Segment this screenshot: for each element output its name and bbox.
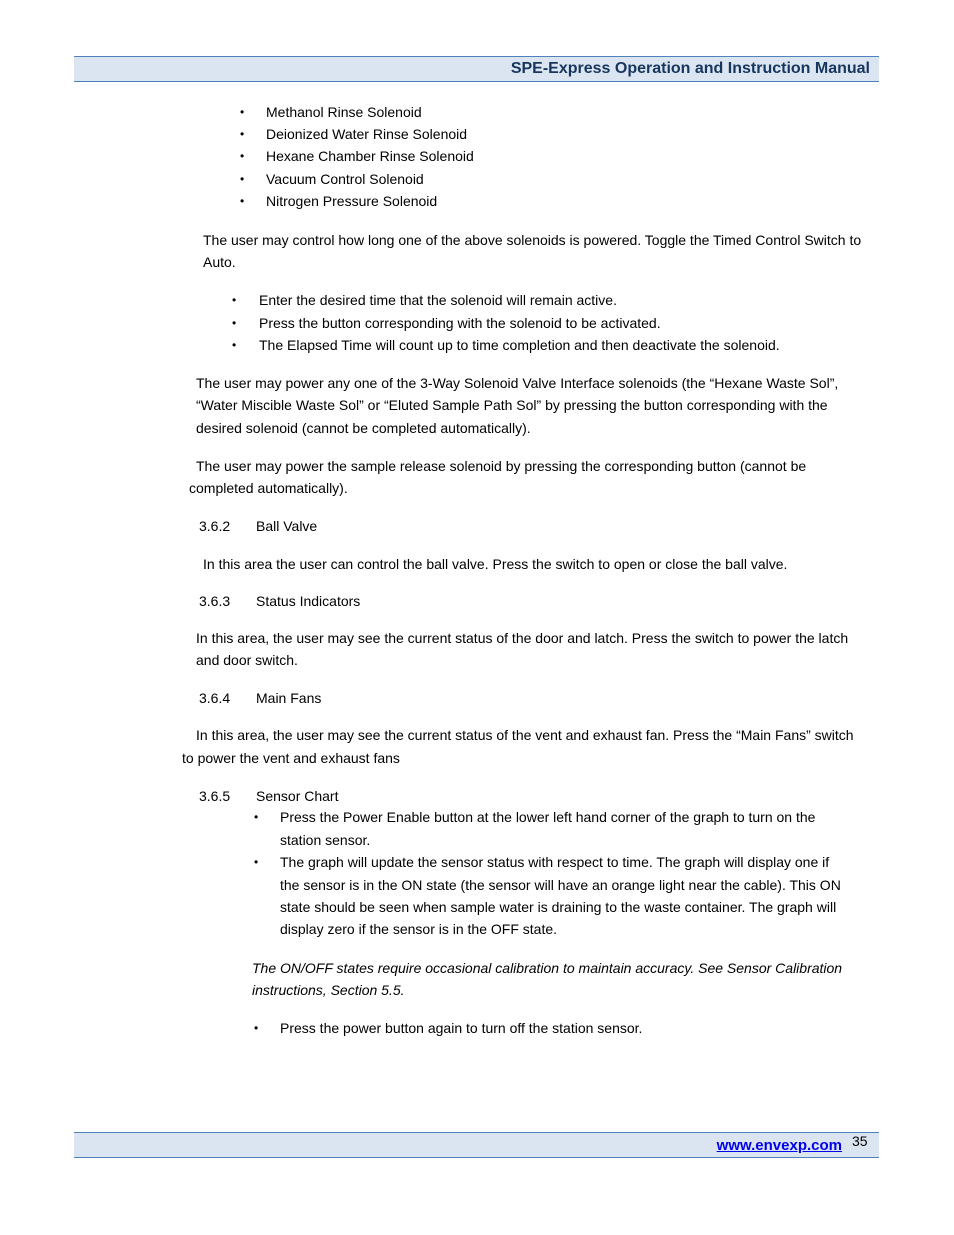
list-item: The graph will update the sensor status with respect to time. The graph will display one if [280,854,830,870]
bullet-icon: • [254,810,259,824]
list-item: Deionized Water Rinse Solenoid [266,126,468,142]
list-item-continuation: state should be seen when sample water is draining to the waste container. The graph will [280,899,837,915]
bullet-icon: • [232,316,237,330]
list-item-continuation: the sensor is in the ON state (the sensor will have an orange light near the cable). This ON [280,877,841,893]
bullet-icon: • [240,149,245,163]
website-link[interactable]: www.envexp.com [716,1137,842,1154]
section-number: 3.6.4 [199,690,231,706]
section-heading: Sensor Chart [256,788,339,804]
bullet-icon: • [240,194,245,208]
bullet-icon: • [232,338,237,352]
bullet-icon: • [240,105,245,119]
paragraph-line: In this area the user can control the ball valve. Press the switch to open or close the ball valve. [203,556,788,572]
paragraph-line: “Water Miscible Waste Sol” or “Eluted Sample Path Sol” by pressing the button corresponding with the [196,397,828,413]
paragraph-line: In this area, the user may see the current status of the door and latch. Press the switch to power the latch [196,630,849,646]
bullet-icon: • [254,1021,259,1035]
bullet-icon: • [232,293,237,307]
bullet-icon: • [240,127,245,141]
paragraph-line: The user may power the sample release solenoid by pressing the corresponding button (cannot be [196,458,807,474]
paragraph-line: The user may power any one of the 3-Way Solenoid Valve Interface solenoids (the “Hexane Waste Sol”, [196,375,839,391]
paragraph-line: completed automatically). [189,480,348,496]
section-number: 3.6.3 [199,593,231,609]
note-line: The ON/OFF states require occasional calibration to maintain accuracy. See Sensor Calibration [252,960,843,976]
paragraph-line: The user may control how long one of the above solenoids is powered. Toggle the Timed Control Switch to [203,232,862,248]
list-item-continuation: display zero if the sensor is in the OFF state. [280,921,558,937]
section-number: 3.6.5 [199,788,231,804]
note-line: instructions, Section 5.5. [252,982,405,998]
section-heading: Ball Valve [256,518,318,534]
paragraph-line: desired solenoid (cannot be completed automatically). [196,420,531,436]
list-item: Press the button corresponding with the solenoid to be activated. [259,315,661,331]
page-number: 35 [852,1133,868,1149]
section-heading: Status Indicators [256,593,361,609]
list-item: Press the power button again to turn off the station sensor. [280,1020,643,1036]
bullet-icon: • [240,172,245,186]
paragraph-line: Auto. [203,254,236,270]
paragraph-line: and door switch. [196,652,298,668]
list-item: Hexane Chamber Rinse Solenoid [266,148,474,164]
paragraph-line: to power the vent and exhaust fans [182,750,400,766]
list-item: Vacuum Control Solenoid [266,171,424,187]
page-header [74,56,879,82]
bullet-icon: • [254,855,259,869]
list-item: Enter the desired time that the solenoid will remain active. [259,292,617,308]
list-item: Methanol Rinse Solenoid [266,104,422,120]
list-item: The Elapsed Time will count up to time completion and then deactivate the solenoid. [259,337,780,353]
paragraph-line: In this area, the user may see the current status of the vent and exhaust fan. Press the “Main Fans” switch [196,727,854,743]
document-title: SPE-Express Operation and Instruction Manual [510,60,870,77]
section-number: 3.6.2 [199,518,231,534]
list-item: Nitrogen Pressure Solenoid [266,193,438,209]
section-heading: Main Fans [256,690,322,706]
page-footer [74,1132,879,1158]
list-item: Press the Power Enable button at the lower left hand corner of the graph to turn on the [280,809,816,825]
list-item-continuation: station sensor. [280,832,371,848]
